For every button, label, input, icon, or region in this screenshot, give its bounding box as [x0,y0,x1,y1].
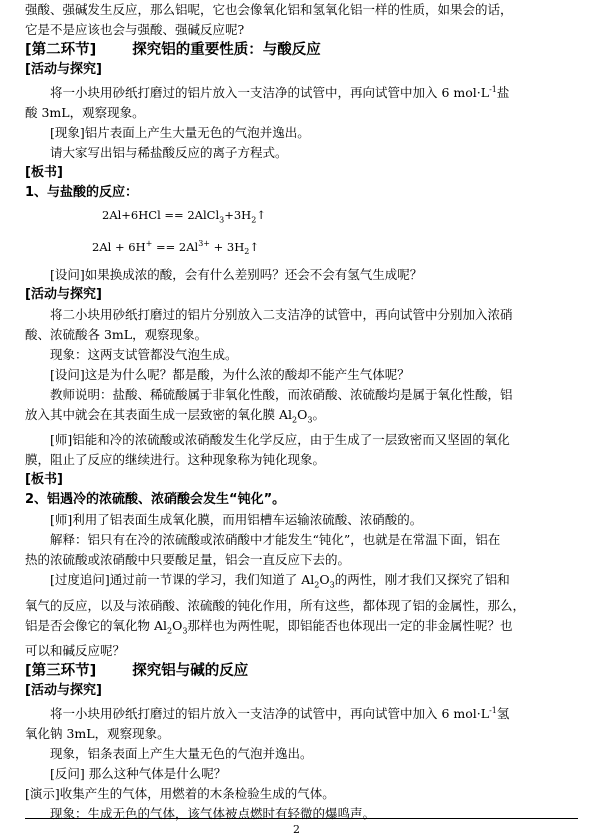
paragraph-line: [现象]铝片表面上产生大量无色的气泡并逸出。 [50,125,310,141]
document-page [25,0,578,824]
equation-ionic: $2Al + 6H^+ == 2Al^{3+}$ + $3H_2↑$ [92,239,260,257]
equation-molecular: $2Al+6HCl == 2AlCl_3+3H_2↑$ [102,208,266,225]
paragraph-line: 它是不是应该也会与强酸、强碱反应呢? [25,22,245,37]
section-heading-2 [25,40,578,60]
paragraph-line: 强酸、强碱发生反应，那么铝呢，它也会像氧化铝和氢氧化铝一样的性质，如果会的话， [25,2,513,17]
paragraph-line: [师]利用了铝表面生成氧化膜，而用铝槽车运输浓硫酸、浓硝酸的。 [50,512,423,528]
section-tag: [第三环节] [25,663,97,680]
paragraph-line: 放入其中就会在其表面生成一层致密的氧化膜 $Al_2O_3$。 [25,406,325,425]
paragraph-line: 请大家写出铝与稀盐酸反应的离子方程式。 [50,145,288,161]
question-line: [设问]这是为什么呢？都是酸，为什么浓的酸却不能产生气体呢？ [50,366,410,382]
paragraph-line: 将二小块用砂纸打磨过的铝片分别放入二支洁净的试管中，再向试管中分别加入浓硝 [50,306,513,322]
board-label: [板书] [25,165,63,181]
paragraph-line: 现象：这两支试管都没气泡生成。 [50,346,238,362]
section-tag: [第二环节] [25,42,97,58]
paragraph-line: 教师说明：盐酸、稀硫酸属于非氧化性酸，而浓硝酸、浓硫酸均是属于氧化性酸，铝 [50,386,513,402]
paragraph-line: [演示]收集产生的气体，用燃着的木条检验生成的气体。 [25,786,335,802]
paragraph-line: 膜，阻止了反应的继续进行。这种现象称为钝化现象。 [25,452,326,468]
section-title: 探究铝的重要性质：与酸反应 [132,42,321,58]
activity-label: [活动与探究] [25,62,102,77]
activity-label: [活动与探究] [25,683,102,699]
paragraph-line: 热的浓硫酸或浓硝酸中只要酸足量，铝会一直反应下去的。 [25,552,351,568]
paragraph-line: 酸 3mL，观察现象。 [25,105,145,121]
board-heading: 1、与盐酸的反应： [25,185,139,201]
paragraph-line: 铝是否会像它的氧化物 $Al_2O_3$那样也为两性呢，即铝能否也体现出一定的非金属性呢？也 [25,617,513,636]
paragraph-line: 酸、浓硫酸各 3mL，观察现象。 [25,326,208,342]
paragraph-line: 氧气的反应，以及与浓硝酸、浓硫酸的钝化作用，所有这些，都体现了铝的金属性，那么， [25,597,526,613]
paragraph-line: 将一小块用砂纸打磨过的铝片放入一支洁净的试管中，再向试管中加入 6 $mol\cdot L^{-1}$盐 [50,85,510,101]
activity-label: [活动与探究] [25,286,102,302]
section-heading-3 [25,661,578,681]
paragraph-line: 氧化钠 3mL，观察现象。 [25,726,170,742]
paragraph-line: 可以和碱反应呢？ [25,643,126,659]
board-label: [板书] [25,472,63,488]
paragraph-line: 现象，铝条表面上产生大量无色的气泡并逸出。 [50,746,313,762]
paragraph-line: 解释：铝只有在冷的浓硫酸或浓硝酸中才能发生“钝化”，也就是在常温下面，铝在 [50,532,501,548]
board-heading: 2、铝遇冷的浓硫酸、浓硝酸会发生“钝化”。 [25,492,286,508]
question-line: [设问]如果换成浓的酸，会有什么差别吗？还会不会有氢气生成呢？ [50,266,423,282]
question-line: [反问] 那么这种气体是什么呢？ [50,766,227,782]
paragraph-line: 将一小块用砂纸打磨过的铝片放入一支洁净的试管中，再向试管中加入 6 $mol\cdot L^{-1}$氢 [50,706,510,722]
paragraph-line: [师]铝能和冷的浓硫酸或浓硝酸发生化学反应，由于生成了一层致密而又坚固的氧化 [50,432,510,448]
section-title: 探究铝与碱的反应 [132,663,249,680]
page-number: 2 [293,823,300,836]
paragraph-line: 现象：生成无色的气体，该气体被点燃时有轻微的爆鸣声。 [50,806,376,822]
paragraph-line: [过度追问]通过前一节课的学习，我们知道了 $Al_2O_3$的两性，刚才我们又探究了铝和 [50,572,510,590]
footer-rule [25,818,578,819]
